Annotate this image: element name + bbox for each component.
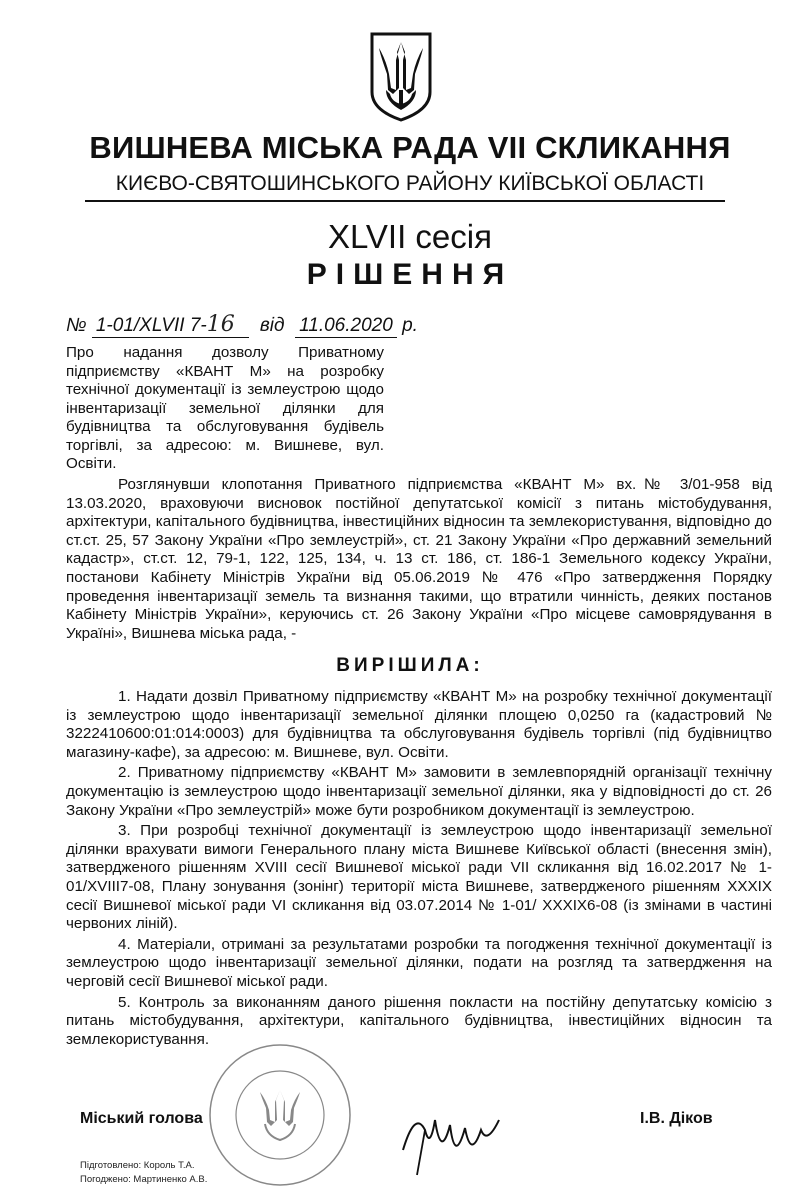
council-title: ВИШНЕВА МІСЬКА РАДА VII СКЛИКАННЯ — [89, 130, 731, 165]
session-title: XLVII сесія — [328, 218, 492, 255]
date-label: від — [259, 315, 285, 336]
decision-number — [92, 312, 249, 338]
decision-item: 2. Приватному підприємству «КВАНТ М» замовити в землевпорядній організації технічну документацію із землеустрою щодо інвентаризації земельної ділянки, яка у відповідності до ст. 26 Закону України «Про землеустрій» може бути розробником документації із землеустрою. — [66, 764, 772, 819]
header-rule — [85, 200, 725, 202]
preamble — [66, 476, 772, 643]
decision-number-line — [66, 312, 418, 338]
trident-emblem-icon — [366, 30, 436, 122]
decision-subject: Про надання дозволу Приватному підприємству «КВАНТ М» на розробку технічної документації із землеустрою щодо інвентаризації земельної ділянки для будівництва та обслуговування будівель торгівлі, за адресою: м. Вишневе, вул. Освіти. — [66, 344, 384, 472]
decision-item: 3. При розробці технічної документації із землеустрою щодо інвентаризації земельної ділянки врахувати вимоги Генерального плану міста Вишневе Київської області (внесення змін), затвердженого рішенням XVIII сесії Вишневої міської ради VII скликання від 16.02.2017 № 1-01/XVIII7-08, Плану зонування (зонінг) території міста Вишневе, затвердженого рішенням XXXIX сесії Вишневої міської ради VI скликання від 03.07.2014 № 1-01/ XXXIX6-08 (із змінами в частині червоних ліній). — [66, 822, 772, 933]
decision-items — [66, 688, 772, 1051]
year-suffix: р. — [402, 315, 418, 336]
decision-item: 5. Контроль за виконанням даного рішення покласти на постійну депутатську комісію з питань містобудування, архітектури, капітального будівництва, інвестиційних відносин та землекористування. — [66, 993, 772, 1048]
mayor-name: І.В. Діков — [640, 1110, 713, 1127]
decision-number-prefix: 1-01/XLVII 7- — [95, 315, 207, 336]
mayor-position: Міський голова — [80, 1110, 203, 1127]
prepared-by: Підготовлено: Король Т.А. — [80, 1160, 195, 1171]
preamble-text: Розглянувши клопотання Приватного підприємства «КВАНТ М» вх.№ 3/01-958 від 13.03.2020, враховуючи висновок постійної депутатської комісії з питань містобудування, архітектури, капітального будівництва, інвестиційних відносин та землекористування, відповідно до ст.ст. 25, 57 Закону України «Про землеустрій», ст. 21 Закону України «Про державний земельний кадастр», ст.ст. 12, 79-1, 122, 125, 134, ч. 13 ст. 186, ст. 186-1 Земельного кодексу України, постанови Кабінету Міністрів України від 05.06.2019 № 476 «Про затвердження Порядку проведення інвентаризації земель та визнання такими, що втратили чинність, деяких постанов Кабінету Міністрів України», керуючись ст. 26 Закону України «Про місцеве самоврядування в Україні», Вишнева міська рада, - — [66, 476, 772, 642]
number-label: № — [66, 315, 87, 336]
decided-heading: ВИРІШИЛА: — [336, 655, 484, 676]
official-seal-icon — [205, 1040, 355, 1190]
decision-item: 4. Матеріали, отримані за результатами розробки та погодження технічної документації із землеустрою щодо інвентаризації земельної ділянки, подати на розгляд та затвердження на черговій сесії Вишневої міської ради. — [66, 935, 772, 990]
decision-date: 11.06.2020 — [295, 315, 397, 338]
agreed-by: Погоджено: Мартиненко А.В. — [80, 1174, 208, 1185]
decision-number-handwritten: 16 — [206, 312, 235, 337]
decision-title: РІШЕННЯ — [306, 258, 514, 291]
district-subtitle: КИЄВО-СВЯТОШИНСЬКОГО РАЙОНУ КИЇВСЬКОЇ ОБЛАСТІ — [115, 172, 705, 195]
signature-icon — [395, 1090, 505, 1180]
decision-item: 1. Надати дозвіл Приватному підприємству «КВАНТ М» на розробку технічної документації із землеустрою щодо інвентаризації земельної ділянки площею 0,0250 га (кадастровий № 3222410600:01:014:0003) для будівництва та обслуговування будівель торгівлі (під будівництво магазину-кафе), за адресою: м. Вишневе, вул. Освіти. — [66, 688, 772, 761]
